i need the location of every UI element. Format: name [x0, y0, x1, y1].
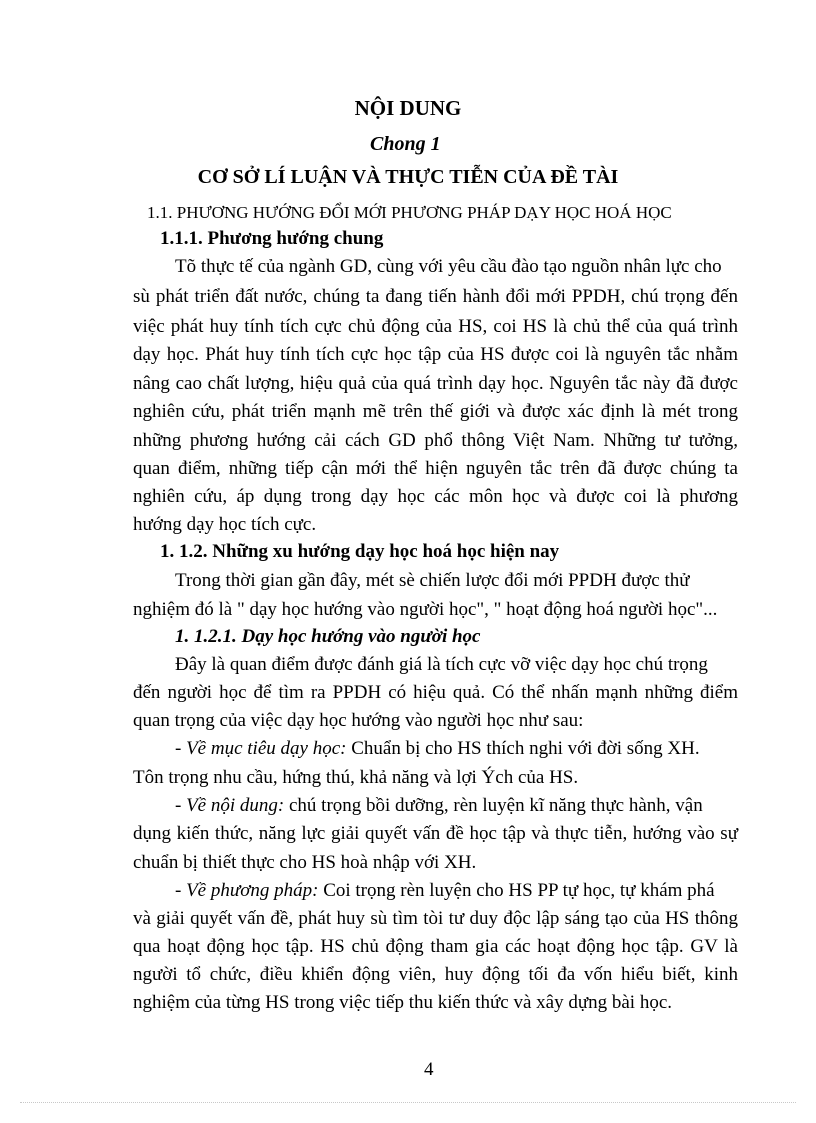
para1-line: sù phát triển đất nước, chúng ta đang tiến hành đổi mới PPDH, chú trọng đến — [133, 286, 738, 307]
item-goals-cont: Tôn trọng nhu cầu, hứng thú, khả năng và lợi Ých của HS. — [133, 767, 579, 788]
item-content-text: chú trọng bồi dưỡng, rèn luyện kĩ năng thực hành, vận — [284, 795, 703, 816]
para1-line: dạy học. Phát huy tính tích cực học tập của HS được coi là nguyên tắc nhằm — [133, 344, 738, 365]
item-goals-label: - Về mục tiêu dạy học: — [175, 738, 347, 759]
item-method-cont: người tổ chức, điều khiển động viên, huy động tối đa vốn hiểu biết, kinh — [133, 964, 738, 985]
chapter-title: CƠ SỞ LÍ LUẬN VÀ THỰC TIỄN CỦA ĐỀ TÀI — [197, 166, 619, 188]
para1-line: Tõ thực tế của ngành GD, cùng với yêu cầu đào tạo nguồn nhân lực cho — [175, 256, 722, 277]
para1-line: hướng dạy học tích cực. — [133, 514, 317, 535]
item-method — [175, 881, 715, 900]
item-content-cont: chuẩn bị thiết thực cho HS hoà nhập với XH. — [133, 852, 477, 873]
para1-line: những phương hướng cải cách GD phổ thông Việt Nam. Những tư tưởng, — [133, 430, 738, 451]
page-number: 4 — [424, 1059, 434, 1080]
para1-line: nâng cao chất lượng, hiệu quả của quá trình dạy học. Nguyên tắc này đã được — [133, 373, 738, 394]
item-method-label: - Về phương pháp: — [175, 880, 319, 901]
para1-line: nghiên cứu, phát triển mạnh mẽ trên thế giới và được xác định là mét trong — [133, 401, 738, 422]
item-method-cont: qua hoạt động học tập. HS chủ động tham gia các hoạt động học tập. GV là — [133, 936, 738, 957]
item-method-cont: và giải quyết vấn đề, phát huy sù tìm tòi tư duy độc lập sáng tạo của HS thông — [133, 908, 738, 929]
para3-line: quan trọng của việc dạy học hướng vào người học như sau: — [133, 710, 584, 731]
para1-line: nghiên cứu, áp dụng trong dạy học các môn học và được coi là phương — [133, 486, 738, 507]
section-1-1-heading: 1.1. PHƯƠNG HƯỚNG ĐỔI MỚI PHƯƠNG PHÁP DẠY HỌC HOÁ HỌC — [147, 203, 672, 222]
item-content-cont: dụng kiến thức, năng lực giải quyết vấn đề học tập và thực tiễn, hướng vào sự — [133, 823, 738, 844]
section-1-1-1-heading: 1.1.1. Phương hướng chung — [160, 228, 384, 249]
item-method-text: Coi trọng rèn luyện cho HS PP tự học, tự khám phá — [318, 880, 715, 901]
para1-line: quan điểm, những tiếp cận mới thể hiện nguyên tắc trên đã được chúng ta — [133, 458, 738, 479]
section-1-1-2-1-heading: 1. 1.2.1. Dạy học hướng vào người học — [175, 626, 481, 647]
para2-line: Trong thời gian gần đây, mét sè chiến lược đổi mới PPDH được thử — [175, 570, 690, 591]
main-heading: NỘI DUNG — [354, 96, 462, 120]
item-content — [175, 796, 703, 815]
chapter-label: Chong 1 — [370, 133, 441, 155]
item-method-cont: nghiệm của từng HS trong việc tiếp thu kiến thức và xây dựng bài học. — [133, 992, 673, 1013]
section-1-1-2-heading: 1. 1.2. Những xu hướng dạy học hoá học hiện nay — [160, 541, 560, 562]
page-bottom-rule — [20, 1102, 796, 1103]
item-goals-text: Chuẩn bị cho HS thích nghi với đời sống XH. — [346, 738, 700, 759]
item-content-label: - Về nội dung: — [175, 795, 285, 816]
para3-line: đến người học để tìm ra PPDH có hiệu quả. Có thể nhấn mạnh những điểm — [133, 682, 738, 703]
para3-line: Đây là quan điểm được đánh giá là tích cực vỡ việc dạy học chú trọng — [175, 654, 708, 675]
para2-line: nghiệm đó là " dạy học hướng vào người học", " hoạt động hoá người học"... — [133, 599, 718, 620]
para1-line: việc phát huy tính tích cực chủ động của HS, coi HS là chủ thể của quá trình — [133, 316, 738, 337]
item-goals — [175, 739, 700, 758]
